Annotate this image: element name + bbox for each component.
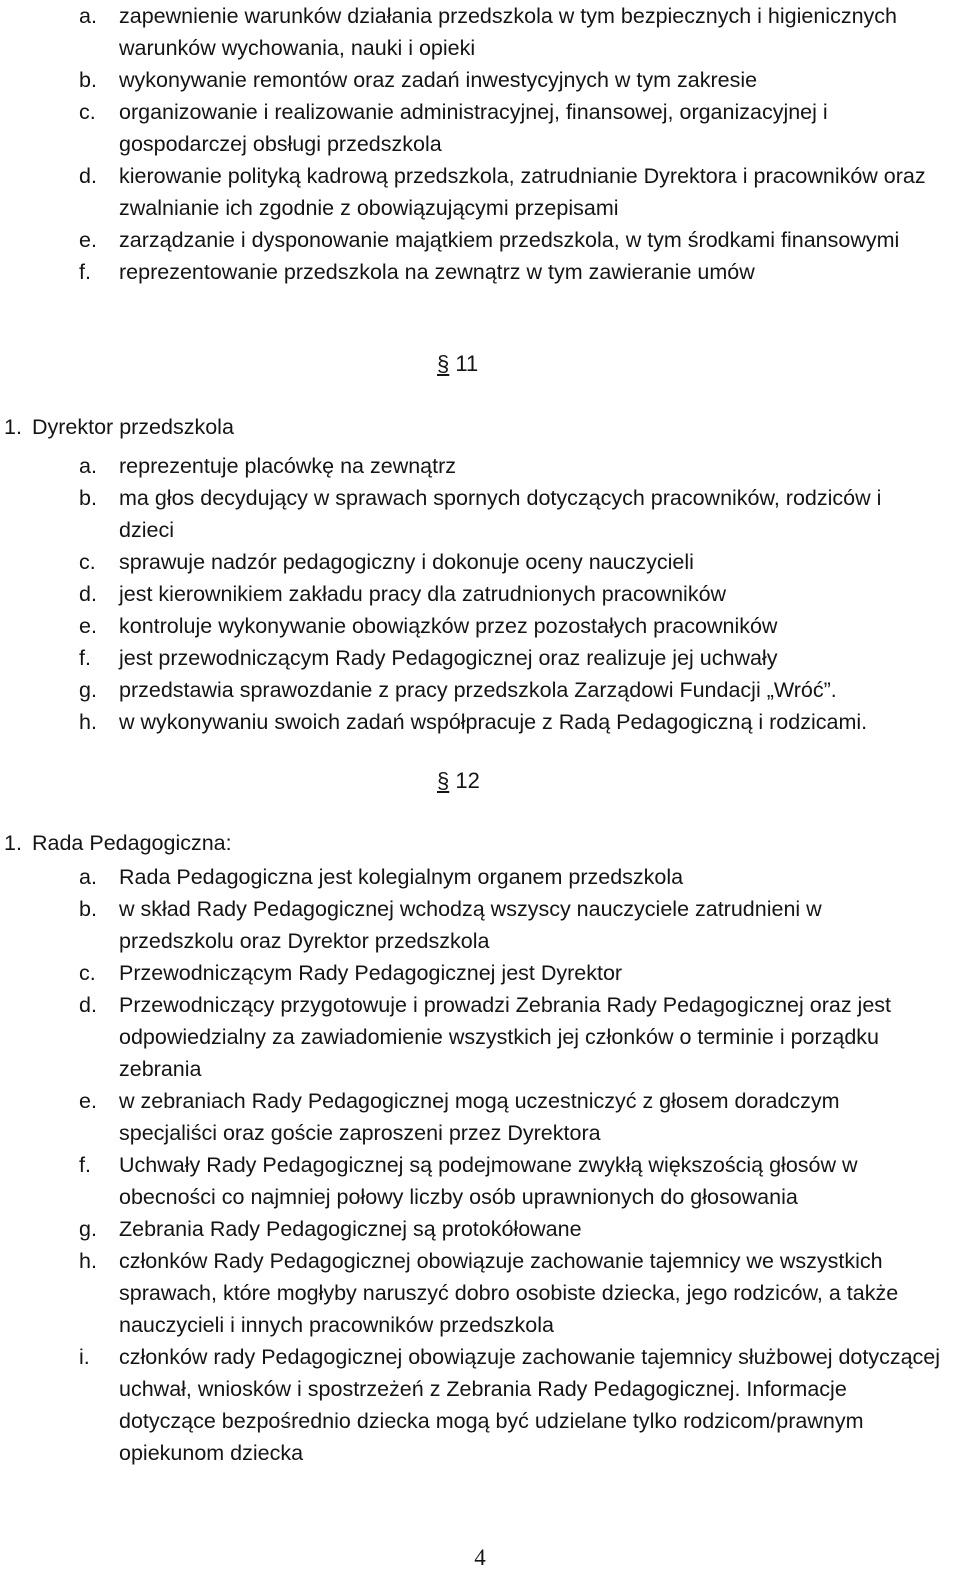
list-item (0, 1085, 960, 1149)
list-item-text: w zebraniach Rady Pedagogicznej mogą uczestniczyć z głosem doradczym specjaliści oraz goście zaproszeni przez Dyrektora (119, 1089, 840, 1145)
list-item (0, 893, 960, 957)
director-heading (4, 411, 234, 443)
numbered-marker: 1. (4, 415, 22, 439)
pedagogical-council-heading (4, 827, 232, 859)
list-item-text: reprezentowanie przedszkola na zewnątrz w tym zawieranie umów (119, 260, 755, 284)
list-item-text: kontroluje wykonywanie obowiązków przez pozostałych pracowników (119, 614, 778, 638)
list-item-text: w wykonywaniu swoich zadań współpracuje z Radą Pedagogiczną i rodzicami. (119, 710, 868, 734)
list-item (0, 1213, 960, 1245)
list-item-text: reprezentuje placówkę na zewnątrz (119, 454, 457, 478)
list-item-text: zapewnienie warunków działania przedszkola w tym bezpiecznych i higienicznych warunków wychowania, nauki i opieki (119, 4, 897, 60)
list-item (0, 861, 960, 893)
list-item-text: jest przewodniczącym Rady Pedagogicznej oraz realizuje jej uchwały (119, 646, 778, 670)
list-item-marker: h. (79, 710, 97, 734)
list-item-text: w skład Rady Pedagogicznej wchodzą wszyscy nauczyciele zatrudnieni w przedszkolu oraz Dyrektor przedszkola (119, 897, 822, 953)
list-item (0, 1341, 960, 1469)
list-item-text: zarządzanie i dysponowanie majątkiem przedszkola, w tym środkami finansowymi (119, 228, 900, 252)
section-12-heading (437, 765, 480, 797)
list-item-text: Przewodniczący przygotowuje i prowadzi Zebrania Rady Pedagogicznej oraz jest odpowiedzialny za zawiadomienie wszystkich jej członków o terminie i porządku zebrania (119, 993, 892, 1081)
list-item (0, 256, 960, 288)
list-item-text: organizowanie i realizowanie administracyjnej, finansowej, organizacyjnej i gospodarczej obsługi przedszkola (119, 100, 828, 156)
list-item-text: przedstawia sprawozdanie z pracy przedszkola Zarządowi Fundacji „Wróć”. (119, 678, 837, 702)
responsibilities-list (0, 0, 960, 288)
list-item (0, 160, 960, 224)
list-item-marker: a. (79, 454, 97, 478)
director-duties-list (0, 450, 960, 738)
list-item-text: Zebrania Rady Pedagogicznej są protokółowane (119, 1217, 582, 1241)
page-number: 4 (474, 1545, 486, 1570)
list-item (0, 450, 960, 482)
list-item (0, 957, 960, 989)
numbered-marker: 1. (4, 831, 22, 855)
list-item-marker: h. (79, 1249, 97, 1273)
list-item-marker: g. (79, 678, 97, 702)
list-item-marker: d. (79, 164, 97, 188)
list-item-marker: e. (79, 1089, 97, 1113)
list-item (0, 0, 960, 64)
list-item-marker: b. (79, 897, 97, 921)
list-item (0, 1245, 960, 1341)
list-item-text: Przewodniczącym Rady Pedagogicznej jest Dyrektor (119, 961, 623, 985)
numbered-heading-text: Rada Pedagogiczna: (31, 831, 232, 855)
list-item (0, 706, 960, 738)
list-item-text: Uchwały Rady Pedagogicznej są podejmowane zwykłą większością głosów w obecności co najmniej połowy liczby osób uprawnionych do głosowania (119, 1153, 858, 1209)
numbered-heading-text: Dyrektor przedszkola (31, 415, 234, 439)
list-item-marker: c. (79, 961, 96, 985)
list-item-text: wykonywanie remontów oraz zadań inwestycyjnych w tym zakresie (119, 68, 758, 92)
list-item-marker: f. (79, 646, 91, 670)
list-item-marker: e. (79, 614, 97, 638)
list-item-marker: f. (79, 1153, 91, 1177)
list-item (0, 642, 960, 674)
list-item-marker: c. (79, 100, 96, 124)
section-number: 12 (455, 768, 480, 793)
list-item-text: ma głos decydujący w sprawach spornych dotyczących pracowników, rodziców i dzieci (119, 486, 882, 542)
pedagogical-council-list (0, 861, 960, 1469)
list-item (0, 224, 960, 256)
list-item-text: członków Rady Pedagogicznej obowiązuje zachowanie tajemnicy we wszystkich sprawach, które mogłyby naruszyć dobro osobiste dziecka, jego rodziców, a także nauczycieli i innych pracowników przedszkola (119, 1249, 899, 1337)
list-item-marker: d. (79, 582, 97, 606)
list-item-text: Rada Pedagogiczna jest kolegialnym organem przedszkola (119, 865, 684, 889)
list-item-marker: b. (79, 486, 97, 510)
list-item-marker: a. (79, 865, 97, 889)
list-item-marker: c. (79, 550, 96, 574)
list-item-marker: i. (79, 1345, 90, 1369)
section-sign: § (437, 768, 450, 793)
list-item-text: kierowanie polityką kadrową przedszkola, zatrudnianie Dyrektora i pracowników oraz zwalnianie ich zgodnie z obowiązującymi przepisami (119, 164, 926, 220)
list-item-marker: g. (79, 1217, 97, 1241)
list-item (0, 578, 960, 610)
list-item-marker: e. (79, 228, 97, 252)
list-item-marker: a. (79, 4, 97, 28)
list-item-text: członków rady Pedagogicznej obowiązuje zachowanie tajemnicy służbowej dotyczącej uchwał, wniosków i spostrzeżeń z Zebrania Rady Pedagogicznej. Informacje dotyczące bezpośrednio dziecka mogą być udzielane tylko rodzicom/prawnym opiekunom dziecka (119, 1345, 941, 1465)
list-item (0, 482, 960, 546)
list-item (0, 989, 960, 1085)
list-item-marker: b. (79, 68, 97, 92)
list-item (0, 546, 960, 578)
list-item (0, 1149, 960, 1213)
list-item (0, 674, 960, 706)
list-item-text: jest kierownikiem zakładu pracy dla zatrudnionych pracowników (119, 582, 727, 606)
list-item-marker: f. (79, 260, 91, 284)
list-item (0, 64, 960, 96)
list-item (0, 610, 960, 642)
section-11-heading (437, 348, 478, 380)
list-item-text: sprawuje nadzór pedagogiczny i dokonuje oceny nauczycieli (119, 550, 694, 574)
section-sign: § (437, 351, 450, 376)
list-item (0, 96, 960, 160)
section-number: 11 (455, 351, 479, 376)
list-item-marker: d. (79, 993, 97, 1017)
